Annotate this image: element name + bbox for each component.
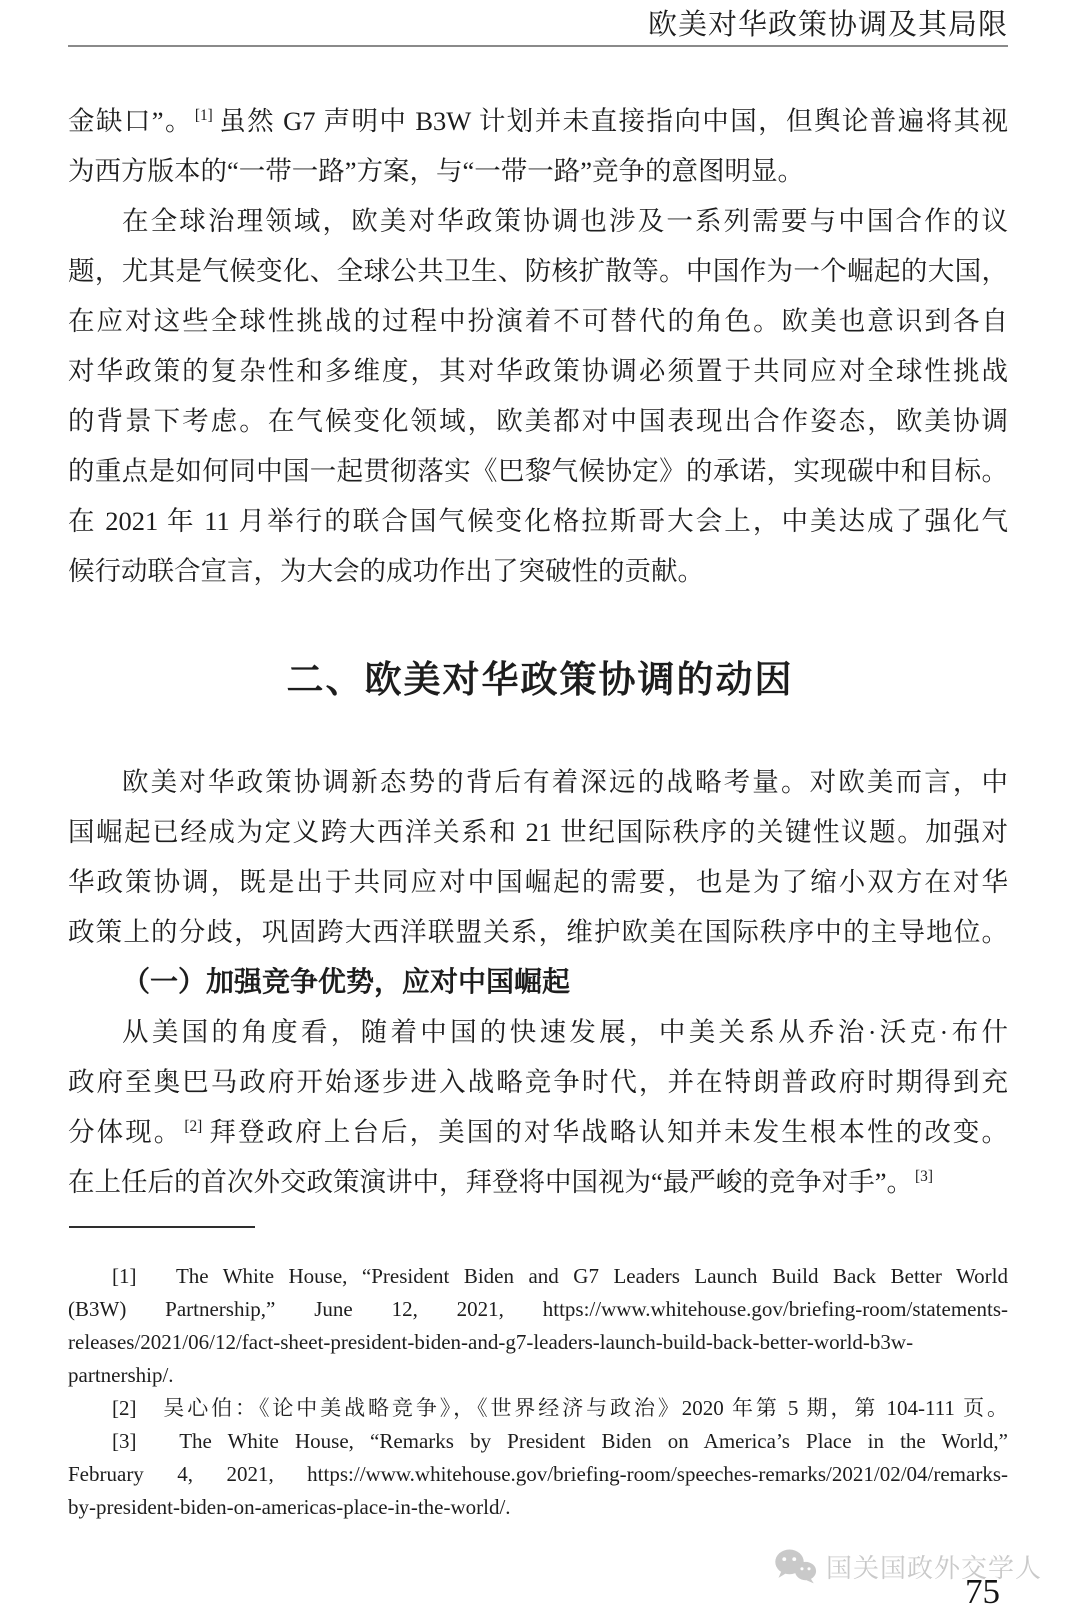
text-segment: by-president-biden-on-americas-place-in-the-world/. <box>68 1495 511 1519</box>
header-rule <box>68 45 1008 47</box>
text-segment: 金缺口”。 <box>68 106 193 136</box>
footnote-ref: [3] <box>915 1168 933 1186</box>
text-line <box>68 296 1008 346</box>
text-segment: （一）加强竞争优势，应对中国崛起 <box>122 966 571 997</box>
text-line <box>68 1392 1008 1425</box>
text-line <box>68 1107 1008 1157</box>
text-segment: releases/2021/06/12/fact-sheet-president-biden-and-g7-leaders-launch-build-back-better-world-b3w- <box>68 1330 914 1354</box>
text-line <box>68 1359 1008 1392</box>
body-paragraphs-section-two <box>68 757 1008 1207</box>
wechat-icon <box>773 1546 817 1586</box>
footnotes-block <box>68 1260 1008 1524</box>
text-line <box>68 146 1008 196</box>
text-segment: partnership/. <box>68 1363 174 1387</box>
text-line <box>68 246 1008 296</box>
text-segment: 在应对这些全球性挑战的过程中扮演着不可替代的角色。欧美也意识到各自 <box>68 306 1008 336</box>
text-segment: 在上任后的首次外交政策演讲中，拜登将中国视为“最严峻的竞争对手”。 <box>68 1167 914 1197</box>
text-line <box>68 1007 1008 1057</box>
text-line <box>68 857 1008 907</box>
watermark-text: 国关国政外交学人 <box>825 1552 1042 1583</box>
text-segment: 国崛起已经成为定义跨大西洋关系和 21 世纪国际秩序的关键性议题。加强对 <box>68 817 1008 847</box>
text-line <box>68 1326 1008 1359</box>
text-segment: [1] The White House, “President Biden and G7 Leaders Launch Build Back Better World <box>112 1264 1008 1288</box>
text-segment: 对华政策的复杂性和多维度，其对华政策协调必须置于共同应对全球性挑战 <box>68 356 1008 386</box>
text-segment: 的背景下考虑。在气候变化领域，欧美都对中国表现出合作姿态，欧美协调 <box>68 406 1008 436</box>
text-line <box>68 1157 1008 1207</box>
text-line <box>68 1425 1008 1458</box>
text-segment: 政策上的分歧，巩固跨大西洋联盟关系，维护欧美在国际秩序中的主导地位。 <box>68 917 1008 947</box>
text-line <box>68 96 1008 146</box>
text-segment: 为西方版本的“一带一路”方案，与“一带一路”竞争的意图明显。 <box>68 156 805 186</box>
text-segment: 候行动联合宣言，为大会的成功作出了突破性的贡献。 <box>68 556 704 586</box>
text-segment: 题，尤其是气候变化、全球公共卫生、防核扩散等。中国作为一个崛起的大国， <box>68 256 1008 286</box>
text-segment: [3] The White House, “Remarks by President Biden on America’s Place in the World,” <box>112 1429 1008 1453</box>
page-number: 75 <box>965 1572 1000 1611</box>
text-line <box>68 496 1008 546</box>
text-line <box>68 807 1008 857</box>
text-line <box>68 1057 1008 1107</box>
text-line <box>68 757 1008 807</box>
text-segment: 在 2021 年 11 月举行的联合国气候变化格拉斯哥大会上，中美达成了强化气 <box>68 506 1008 536</box>
text-line <box>68 1293 1008 1326</box>
text-segment: 的重点是如何同中国一起贯彻落实《巴黎气候协定》的承诺，实现碳中和目标。 <box>68 456 1008 486</box>
text-segment: 虽然 G7 声明中 B3W 计划并未直接指向中国，但舆论普遍将其视 <box>217 106 1008 136</box>
footnote-ref: [1] <box>194 107 213 125</box>
section-heading: 二、欧美对华政策协调的动因 <box>286 660 794 701</box>
text-segment: 分体现。 <box>68 1117 183 1147</box>
footnote-ref: [2] <box>184 1118 203 1136</box>
text-segment: 欧美对华政策协调新态势的背后有着深远的战略考量。对欧美而言，中 <box>122 767 1008 797</box>
text-segment: 政府至奥巴马政府开始逐步进入战略竞争时代，并在特朗普政府时期得到充 <box>68 1067 1008 1097</box>
running-header-title: 欧美对华政策协调及其局限 <box>647 9 1008 41</box>
text-line <box>68 546 1008 596</box>
text-segment: February 4, 2021, https://www.whitehouse.gov/briefing-room/speeches-remarks/2021/02/04/remarks- <box>68 1462 1008 1486</box>
text-segment: [2] 吴心伯：《论中美战略竞争》，《世界经济与政治》2020 年第 5 期，第 104-111 页。 <box>112 1396 1008 1420</box>
text-line <box>68 907 1008 957</box>
text-line <box>68 346 1008 396</box>
text-line <box>68 196 1008 246</box>
text-segment: 在全球治理领域，欧美对华政策协调也涉及一系列需要与中国合作的议 <box>122 206 1008 236</box>
text-line <box>68 1491 1008 1524</box>
text-line <box>68 446 1008 496</box>
text-segment: (B3W) Partnership,” June 12, 2021, https://www.whitehouse.gov/briefing-room/statements- <box>68 1297 1008 1321</box>
text-line <box>68 1458 1008 1491</box>
text-line <box>68 396 1008 446</box>
footnote-divider <box>69 1226 255 1228</box>
text-segment: 从美国的角度看，随着中国的快速发展，中美关系从乔治·沃克·布什 <box>122 1017 1008 1047</box>
text-segment: 拜登政府上台后，美国的对华战略认知并未发生根本性的改变。 <box>207 1117 1008 1147</box>
watermark <box>773 1546 1042 1586</box>
text-segment: 华政策协调，既是出于共同应对中国崛起的需要，也是为了缩小双方在对华 <box>68 867 1008 897</box>
subsection-heading <box>68 957 1008 1007</box>
text-line <box>68 1260 1008 1293</box>
body-paragraphs-top <box>68 96 1008 596</box>
